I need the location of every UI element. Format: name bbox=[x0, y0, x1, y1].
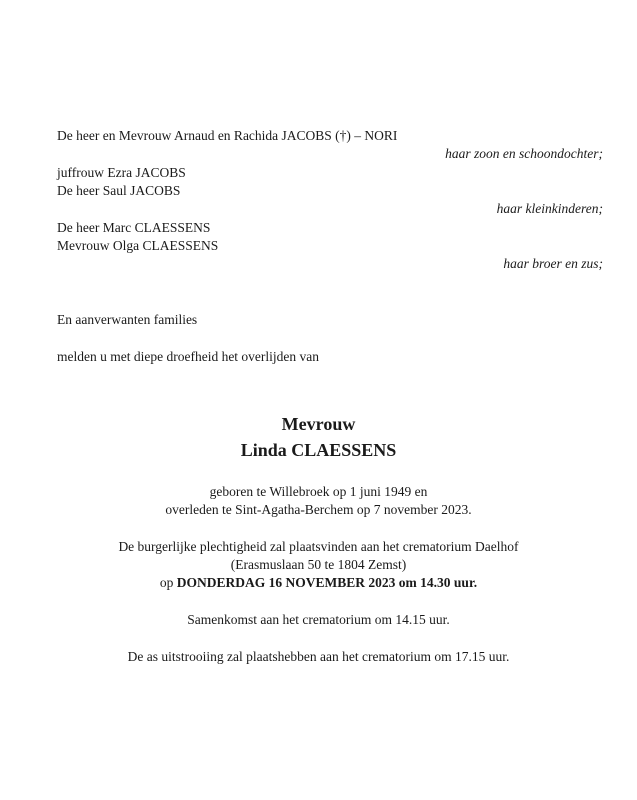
family-line-sister: Mevrouw Olga CLAESSENS bbox=[57, 238, 219, 253]
deceased-name: Linda CLAESSENS bbox=[240, 440, 397, 460]
gathering-line: Samenkomst aan het crematorium om 14.15 uur. bbox=[187, 612, 450, 627]
family-line-relatives: En aanverwanten families bbox=[57, 312, 198, 327]
family-line-son: De heer en Mevrouw Arnaud en Rachida JACOBS (†) – NORI bbox=[57, 128, 398, 143]
family-line-grandchild-1: juffrouw Ezra JACOBS bbox=[57, 165, 186, 180]
relation-grandchildren: haar kleinkinderen; bbox=[496, 201, 603, 216]
family-line-grandchild-2: De heer Saul JACOBS bbox=[57, 183, 181, 198]
family-line-brother: De heer Marc CLAESSENS bbox=[57, 220, 211, 235]
ceremony-line: De burgerlijke plechtigheid zal plaatsvinden aan het crematorium Daelhof bbox=[118, 539, 519, 554]
ceremony-address: (Erasmuslaan 50 te 1804 Zemst) bbox=[230, 557, 407, 572]
ceremony-date: DONDERDAG 16 NOVEMBER 2023 om 14.30 uur. bbox=[176, 575, 478, 590]
death-line: overleden te Sint-Agatha-Berchem op 7 november 2023. bbox=[165, 502, 472, 517]
relation-siblings: haar broer en zus; bbox=[503, 256, 603, 271]
ceremony-date-prefix: op bbox=[159, 575, 174, 590]
birth-line: geboren te Willebroek op 1 juni 1949 en bbox=[209, 484, 428, 499]
relation-son: haar zoon en schoondochter; bbox=[445, 146, 603, 161]
announcement-text: melden u met diepe droefheid het overlijden van bbox=[57, 349, 320, 364]
ashes-line: De as uitstrooiing zal plaatshebben aan het crematorium om 17.15 uur. bbox=[127, 649, 510, 664]
ceremony-date-line bbox=[0, 575, 637, 591]
deceased-title: Mevrouw bbox=[281, 414, 356, 434]
